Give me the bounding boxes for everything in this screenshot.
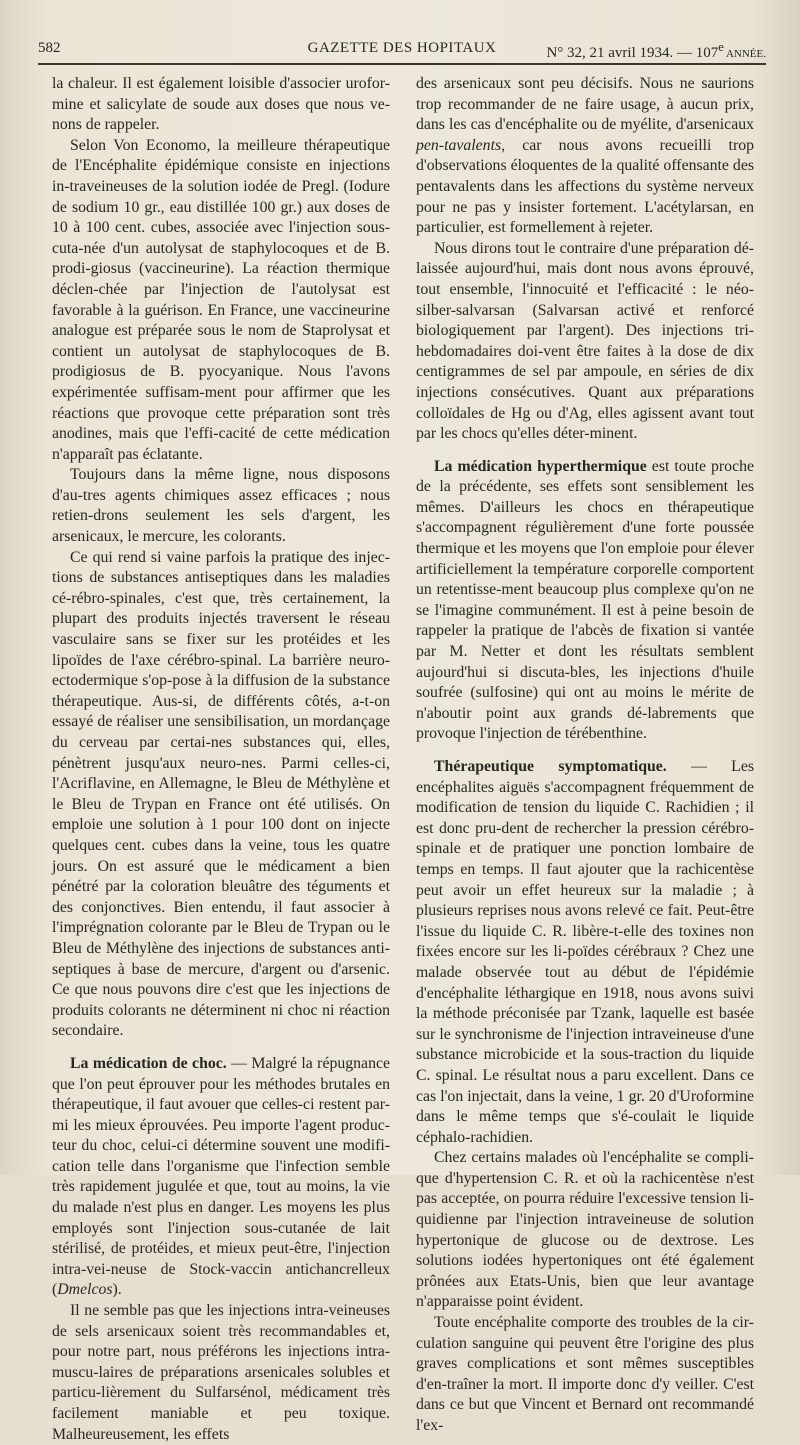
paragraph: Toute encéphalite comporte des troubles de la cir-culation sanguine qui peuvent être l'origine des plus graves complications et sont mêmes susceptibles d'en-traîner la mort. Il importe donc d'y veiller. C'est dans ce but que Vincent et Bernard ont recommandé l'ex- [416,1314,754,1434]
paragraph: Chez certains malades où l'encéphalite se compli-que d'hypertension C. R. et où la rachicentèse n'est pas acceptée, on pourra réduire l'excessive tension li-quidienne par l'injection intraveineuse de solution hypertonique de glucose ou de dextrose. Les solutions iodées hypertoniques ont été également prônées aux Etats-Unis, bien que leur avantage n'apparaisse point évident. [416,1149,754,1311]
paragraph: Selon Von Economo, la meilleure thérapeutique de l'Encéphalite épidémique consiste en injections in-traveineuses de la solution iodée de Pregl. (Iodure de sodium 10 gr., eau distillée 100 gr.) aux doses de 10 à 100 cent. cubes, associée avec l'injection sous-cuta-née d'un autolysat de staphylocoques et de B. prodi-giosus (vaccineurine). La réaction thermique déclen-chée par l'injection de l'autolysat est favorable à la guérison. En France, une vaccineurine analogue est préparée sous le nom de Staprolysat et contient un autolysat de staphylocoques de B. prodigiosus de B. pyocyanique. Nous l'avons expérimentée suffisam-ment pour affirmer que les réactions que provoque cette préparation sont très anodines, mais que l'effi-cacité de cette médication n'apparaît pas éclatante. [52,136,390,463]
section-paragraph-hyperthermique: La médication hyperthermique est toute proche de la précédente, ses effets sont sensiblement les mêmes. D'ailleurs les chocs en thérapeutique s'accompagnent régulièrement d'une forte poussée thermique et les moyens que l'on emploie pour élever artificiellement la température corporelle comportent un retentisse-ment beaucoup plus complexe qu'on ne se l'imagine communément. Il est à peine besoin de rappeler la pratique de l'abcès de fixation si vantée par M. Netter et dont les résultats semblent aujourd'hui si discuta-bles, les injections d'huile soufrée (sulfosine) qui ont au moins le mérite de n'aboutir point aux grands dé-labrements que provoque l'injection de térébenthine. [416,457,754,743]
paragraph: Ce qui rend si vaine parfois la pratique des injec-tions de substances antiseptiques dans les maladies cé-rébro-spinales, c'est que, très certainement, la plupart des produits injectés traversent le réseau vasculaire sans se fixer sur les protéides et les lipoïdes de l'axe cérébro-spinal. La barrière neuro-ectodermique s'op-pose à la diffusion de la substance thérapeutique. Aus-si, de différents côtés, a-t-on essayé de réaliser une sensibilisation, un mordançage du cerveau par certai-nes substances qui, elles, pénètrent jusqu'aux neuro-nes. Parmi celles-ci, l'Acriflavine, en Allemagne, le Bleu de Méthylène et le Bleu de Trypan en France ont été utilisés. On emploie une solution à 1 pour 100 dont on injecte quelques cent. cubes dans la veine, tous les quatre jours. On est assuré que le médicament a bien pénétré par la coloration bleuâtre des téguments et des conjonctives. Bien entendu, il faut associer à l'imprégnation colorante par le Bleu de Trypan ou le Bleu de Méthylène des injections de substances anti-septiques à base de mercure, d'argent ou d'arsenic. Ce que nous pouvons dire c'est que les injections de produits colorants ne déterminent ni choc ni réaction secondaire. [52,548,390,1040]
issue-superscript: e [718,40,724,54]
left-column [52,74,390,1445]
issue-date: N° 32, 21 avril 1934. — 107 [546,45,719,61]
paragraph: Il ne semble pas que les injections intra-veineuses de sels arsenicaux soient très recommandables et, pour notre part, nous préférons les injections intra-muscu-laires de préparations arsenicales solubles et particu-lièrement du Sulfarsénol, médicament très facilement maniable et peu toxique. Malheureusement, les effets [52,1302,390,1443]
paragraph: la chaleur. Il est également loisible d'associer urofor-mine et salicylate de soude aux doses que nous ve-nons de rappeler. [52,75,390,134]
section-paragraph-choc: La médication de choc. — Malgré la répugnance que l'on peut éprouver pour les méthodes brutales en thérapeutique, il faut avouer que celles-ci restent par-mi les mieux éprouvées. Peu importe l'agent produc-teur du choc, celui-ci détermine souvent une modifi-cation telle dans l'organisme que l'infection semble très rapidement jugulée et que, tout au moins, la vie du malade n'est plus en danger. Les moyens les plus employés sont l'injection sous-cutanée de lait stérilisé, de protéides, et mieux peut-être, l'injection intra-vei-neuse de Stock-vaccin antichancrelleux (Dmelcos). [52,1054,390,1299]
right-column [416,74,754,1437]
journal-title: GAZETTE DES HOPITAUX [307,40,497,56]
paragraph: Toujours dans la même ligne, nous disposons d'au-tres agents chimiques assez efficaces ; nous retien-drons seulement les sels d'argent, les arsenicaux, le mercure, les colorants. [52,466,390,546]
header-rule [38,63,766,65]
issue-info [546,40,766,62]
section-paragraph-symptomatique: Thérapeutique symptomatique. — Les encéphalites aiguës s'accompagnent fréquemment de modification de tension du liquide C. Rachidien ; il est donc pru-dent de rechercher la pression cérébro-spinale et de pratiquer une ponction lombaire de temps en temps. Il faut ajouter que la rachicentèse peut avoir un effet heureux sur la maladie ; à plusieurs reprises nous avons relevé ce fait. Peut-être l'issue du liquide C. R. libère-t-elle des toxines non fixées encore sur les li-poïdes cérébraux ? Chez une malade observée tout au début de l'épidémie d'encéphalite léthargique en 1918, nous avons suivi la méthode préconisée par Tzank, laquelle est basée sur le synchronisme de l'injection intraveineuse d'une substance microbicide et la sous-traction du liquide C. spinal. Le résultat nous a paru excellent. Dans ce cas l'on injectait, dans la veine, 1 gr. 20 d'Uroformine dans le même temps que s'é-coulait le liquide céphalo-rachidien. [416,758,754,1146]
section-heading: La médication de choc. [70,1054,227,1072]
page-number: 582 [38,40,61,56]
issue-annee: ANNÉE. [723,48,766,60]
paragraph: Nous dirons tout le contraire d'une préparation dé-laissée aujourd'hui, mais dont nous avons éprouvé, tout ensemble, l'innocuité et l'efficacité : le néo-silber-salvarsan (Salvarsan activé et renforcé biologiquement par l'argent). Des injections tri-hebdomadaires doi-vent être faites à la dose de dix centigrammes de sel par ampoule, en séries de dix injections consécutives. Quant aux préparations colloïdales de Hg ou d'Ag, elles agissent avant tout par les chocs qu'elles déter-minent. [416,239,754,443]
paragraph: des arsenicaux sont peu décisifs. Nous ne saurions trop recommander de ne faire usage, à aucun prix, dans les cas d'encéphalite ou de myélite, d'arsenicaux pen-tavalents, car nous avons recueilli trop d'observations éloquentes de la qualité offensante des pentavalents dans les affections du système nerveux pour ne pas y insister fortement. L'acétylarsan, en particulier, est formellement à rejeter. [416,75,754,237]
section-heading: Thérapeutique symptomatique. [434,758,667,775]
section-heading: La médication hyperthermique [434,457,647,475]
page-header [38,40,766,62]
